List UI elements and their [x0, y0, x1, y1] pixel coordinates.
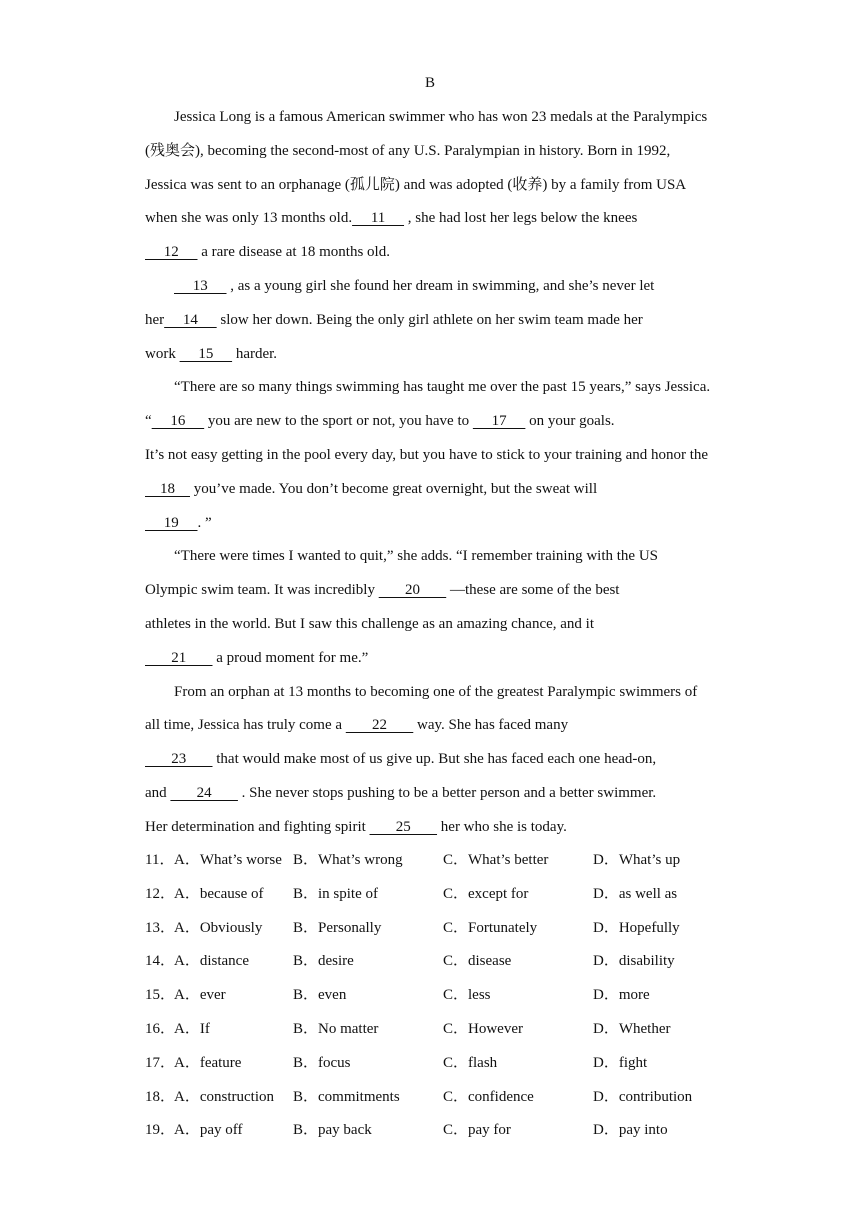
option-b: B．Personally [293, 919, 382, 936]
option-a: A．construction [174, 1088, 274, 1105]
question-number: 16． [145, 1020, 176, 1037]
option-d: D．Hopefully [593, 919, 680, 936]
passage-text: It’s not easy getting in the pool every day, but you have to stick to your training and honor the [145, 446, 709, 463]
question-row [145, 883, 725, 917]
passage-line [145, 205, 725, 239]
passage-text: you’ve made. You don’t become great overnight, but the sweat will [190, 480, 598, 497]
option-b: B．commitments [293, 1088, 400, 1105]
option-c: C．confidence [443, 1088, 534, 1105]
option-a: A．feature [174, 1054, 242, 1071]
passage-text: all time, Jessica has truly come a [145, 717, 346, 734]
question-number: 14． [145, 953, 176, 970]
option-d: D．fight [593, 1054, 648, 1071]
question-row [145, 849, 725, 883]
option-d: D．What’s up [593, 852, 681, 868]
passage-text: on your goals. [525, 413, 615, 430]
question-row [145, 917, 725, 951]
passage-line [145, 307, 725, 341]
passage-line [145, 374, 725, 408]
option-b: B．focus [293, 1054, 351, 1071]
passage-line [145, 138, 725, 172]
passage-text: when she was only 13 months old. [145, 210, 353, 227]
passage-text: slow her down. Being the only girl athlete on her swim team made her [216, 311, 643, 328]
option-b: B．even [293, 987, 347, 1004]
passage-line [145, 712, 725, 746]
passage-line [145, 746, 725, 780]
passage-text: Jessica Long is a famous American swimmer who has won 23 medals at the Paralympics [174, 109, 708, 125]
question-number: 11． [145, 852, 175, 868]
option-d: D．more [593, 987, 650, 1004]
answer-blank: 11 [352, 210, 405, 227]
option-d: D．Whether [593, 1020, 671, 1037]
passage-line [145, 577, 725, 611]
option-a: A．ever [174, 987, 226, 1004]
passage-text: a rare disease at 18 months old. [197, 244, 390, 261]
question-number: 17． [145, 1054, 176, 1071]
option-c: C．less [443, 987, 491, 1004]
option-a: A．because of [174, 885, 264, 902]
option-b: B．No matter [293, 1020, 379, 1037]
passage-text: her [145, 311, 165, 328]
answer-blank: 23 [145, 751, 213, 768]
option-c: C．pay for [443, 1122, 511, 1139]
option-b: B．pay back [293, 1122, 372, 1139]
passage-text: that would make most of us give up. But she has faced each one head-on, [212, 751, 657, 768]
option-b: B．What’s wrong [293, 852, 403, 868]
option-c: C．Fortunately [443, 919, 538, 936]
question-row [145, 950, 725, 984]
option-a: A．What’s worse [174, 852, 282, 868]
option-a: A．If [174, 1020, 210, 1037]
answer-blank: 20 [378, 582, 447, 599]
answer-blank: 12 [145, 244, 198, 261]
option-c: C．disease [443, 953, 512, 970]
passage-line [145, 814, 725, 848]
passage-text: “There were times I wanted to quit,” she adds. “I remember training with the US [174, 548, 659, 565]
passage-text: work [145, 345, 180, 362]
answer-blank: 22 [345, 717, 414, 734]
answer-blank: 19 [145, 514, 198, 531]
passage-text: —these are some of the best [446, 582, 620, 599]
option-c: C．What’s better [443, 852, 549, 868]
passage-line [145, 104, 725, 138]
passage-text: , she had lost her legs below the knees [404, 210, 638, 227]
passage-line [145, 510, 725, 544]
answer-blank: 25 [369, 818, 438, 835]
answer-options [145, 849, 725, 1153]
passage-text: “There are so many things swimming has taught me over the past 15 years,” says Jessica. [174, 379, 711, 396]
option-d: D．contribution [593, 1088, 693, 1105]
passage-text: her who she is today. [437, 818, 567, 835]
passage-line [145, 476, 725, 510]
question-number: 15． [145, 987, 176, 1004]
option-c: C．flash [443, 1054, 498, 1071]
passage-line [145, 679, 725, 713]
passage-text: way. She has faced many [413, 717, 569, 734]
question-row [145, 984, 725, 1018]
passage-text: , as a young girl she found her dream in swimming, and she’s never let [226, 277, 655, 294]
option-b: B．desire [293, 953, 354, 970]
answer-blank: 24 [170, 784, 238, 801]
question-row [145, 1018, 725, 1052]
answer-blank: 17 [472, 413, 526, 430]
passage [145, 104, 725, 848]
option-d: D．pay into [593, 1122, 668, 1139]
question-number: 18． [145, 1088, 176, 1105]
passage-line [145, 273, 725, 307]
passage-line [145, 442, 725, 476]
passage-text: (残奥会), becoming the second-most of any U.S. Paralympian in history. Born in 1992, [145, 142, 671, 159]
answer-blank: 15 [179, 345, 233, 362]
passage-line [145, 543, 725, 577]
answer-blank: 21 [145, 649, 213, 666]
passage-text: . ” [197, 514, 212, 531]
passage-line [145, 780, 725, 814]
passage-text: Olympic swim team. It was incredibly [145, 582, 379, 599]
answer-blank: 16 [151, 413, 205, 430]
option-a: A．pay off [174, 1122, 243, 1139]
option-b: B．in spite of [293, 885, 378, 902]
passage-text: “ [145, 413, 152, 430]
passage-text: harder. [232, 345, 278, 362]
option-c: C．except for [443, 885, 529, 902]
passage-line [145, 341, 725, 375]
passage-text: Her determination and fighting spirit [145, 818, 370, 835]
option-a: A．distance [174, 953, 249, 970]
option-d: D．disability [593, 953, 675, 970]
passage-text: . She never stops pushing to be a better person and a better swimmer. [237, 784, 657, 801]
passage-line [145, 408, 725, 442]
passage-text: and [145, 784, 171, 801]
section-heading: B [424, 75, 435, 91]
question-row [145, 1052, 725, 1086]
answer-blank: 13 [174, 277, 227, 294]
passage-text: Jessica was sent to an orphanage (孤儿院) and was adopted (收养) by a family from USA [145, 176, 687, 193]
answer-blank: 18 [145, 480, 190, 497]
passage-line [145, 239, 725, 273]
passage-text: athletes in the world. But I saw this challenge as an amazing chance, and it [145, 615, 595, 632]
option-d: D．as well as [593, 885, 678, 902]
option-a: A．Obviously [174, 919, 263, 936]
passage-line [145, 645, 725, 679]
question-row [145, 1086, 725, 1120]
passage-line [145, 172, 725, 206]
passage-text: you are new to the sport or not, you have to [204, 413, 473, 430]
passage-text: a proud moment for me.” [212, 649, 369, 666]
passage-text: From an orphan at 13 months to becoming one of the greatest Paralympic swimmers of [174, 683, 698, 700]
question-number: 12． [145, 885, 176, 902]
question-row [145, 1119, 725, 1153]
question-number: 13． [145, 919, 176, 936]
answer-blank: 14 [164, 311, 217, 328]
passage-line [145, 611, 725, 645]
question-number: 19． [145, 1122, 176, 1139]
option-c: C．However [443, 1020, 523, 1037]
